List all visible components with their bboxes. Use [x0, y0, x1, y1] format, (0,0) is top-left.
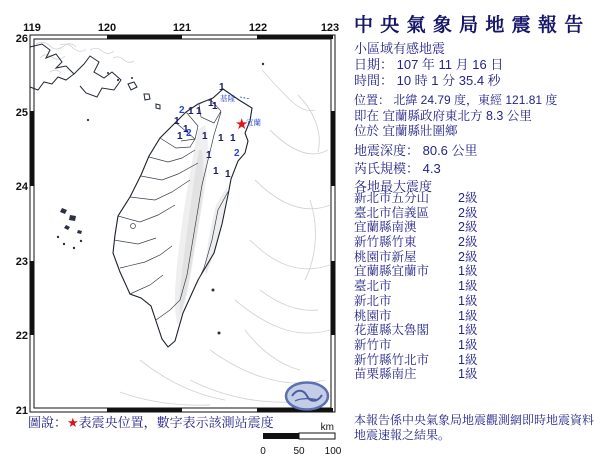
scale-label: 0 [260, 446, 266, 457]
station-intensity: 1級 [458, 308, 478, 323]
station-name: 新竹縣竹北市 [354, 352, 430, 367]
station-row [354, 323, 554, 338]
report-time: 時間： 10 時 1 分 35.4 秒 [354, 73, 501, 88]
intensity-digit: 2 [186, 128, 192, 139]
station-name: 臺北市 [354, 279, 392, 294]
lat-tick: 24 [15, 181, 28, 193]
report-depth: 地震深度： 80.6 公里 [354, 143, 478, 158]
station-name: 新竹縣竹東 [354, 235, 417, 250]
report-footer: 本報告係中央氣象局地震觀測網即時地震資料地震速報之結果。 [354, 413, 595, 442]
station-name: 桃園市新屋 [354, 249, 417, 264]
station-row [354, 353, 554, 368]
station-name: 桃園市 [354, 308, 392, 323]
intensity-digit: 1 [206, 150, 212, 161]
lon-tick: 120 [97, 22, 117, 34]
lon-tick: 121 [172, 22, 192, 34]
intensity-digit: 1 [202, 131, 208, 142]
station-intensity: 1級 [458, 337, 478, 352]
station-name: 新北市五分山 [354, 191, 430, 205]
china-coastline [30, 44, 160, 109]
station-row [354, 220, 554, 235]
report-date: 日期： 107 年 11 月 16 日 [354, 57, 504, 72]
station-row [354, 250, 554, 265]
station-row [354, 191, 554, 206]
lat-tick: 21 [15, 405, 28, 417]
station-intensity: 1級 [458, 264, 478, 279]
lon-tick: 119 [23, 22, 41, 34]
intensity-digit: 2 [234, 148, 240, 159]
scale-unit: km [320, 422, 334, 433]
intensity-digit: 2 [179, 105, 185, 116]
report-subtitle: 小區域有感地震 [354, 41, 446, 56]
station-name: 宜蘭縣南澳 [354, 220, 417, 235]
station-name: 新北市 [354, 293, 392, 308]
intensity-digit: 1 [196, 106, 202, 117]
penghu-islands [57, 208, 82, 249]
map-legend [28, 412, 274, 431]
intensity-digit: 1 [188, 106, 194, 117]
station-intensity: 1級 [458, 323, 478, 338]
station-intensity: 1級 [458, 279, 478, 294]
station-intensity: 2級 [458, 191, 478, 205]
station-row [354, 235, 554, 250]
station-intensity: 2級 [458, 249, 478, 264]
station-intensity: 1級 [458, 352, 478, 367]
station-name: 新竹市 [354, 337, 392, 352]
intensity-digit: 1 [174, 116, 180, 127]
report-title: 中 央 氣 象 局 地 震 報 告 [354, 15, 585, 36]
intensity-list-header: 各地最大震度 [354, 179, 433, 194]
station-name: 花蓮縣太魯閣 [354, 323, 430, 338]
place-label: 宜蘭 [246, 118, 261, 127]
station-row [354, 279, 554, 294]
lat-tick: 22 [15, 330, 28, 342]
station-row [354, 367, 554, 382]
lat-tick: 23 [15, 256, 28, 268]
lat-tick-labels [16, 33, 29, 417]
report-location: 位置： 北緯 24.79 度，東經 121.81 度 [354, 93, 558, 107]
intensity-digit: 1 [212, 101, 218, 112]
intensity-digit: 1 [225, 169, 231, 180]
intensity-digit: 1 [177, 131, 183, 142]
cwb-logo-icon [286, 383, 328, 410]
station-name: 苗栗縣南庄 [354, 367, 417, 382]
scale-label: 50 [293, 446, 305, 457]
intensity-digit: 1 [208, 98, 214, 109]
station-row [354, 309, 554, 324]
station-intensity: 2級 [458, 205, 478, 220]
epicenter-star-icon: ★ [235, 116, 249, 133]
intensity-digit: 1 [219, 82, 225, 93]
station-list [354, 191, 554, 382]
intensity-digit: 1 [230, 133, 236, 144]
station-intensity: 2級 [458, 220, 478, 235]
station-name: 臺北市信義區 [354, 205, 430, 220]
station-intensity: 1級 [458, 293, 478, 308]
station-row [354, 294, 554, 309]
intensity-digit: 1 [218, 133, 224, 144]
station-intensity: 1級 [458, 367, 478, 382]
china-terrain-texture [36, 42, 134, 73]
intensity-digit: 1 [183, 124, 189, 135]
lon-tick: 123 [320, 22, 340, 34]
station-intensity: 2級 [458, 235, 478, 250]
report-relative-location: 即在 宜蘭縣政府東北方 8.3 公里 [354, 109, 532, 123]
station-name: 宜蘭縣宜蘭市 [354, 264, 430, 279]
lon-tick-labels [23, 22, 339, 34]
station-row [354, 264, 554, 279]
intensity-digit: 1 [213, 166, 219, 177]
station-row [354, 206, 554, 221]
lat-tick: 25 [15, 107, 28, 119]
place-label: 基隆 [220, 94, 235, 103]
lon-tick: 122 [248, 22, 268, 34]
legend-star-icon: ★ [67, 415, 79, 430]
scale-label: 100 [324, 446, 342, 457]
legend-prefix: 圖說： [28, 415, 68, 430]
report-magnitude: 芮氏規模： 4.3 [354, 161, 441, 176]
label-leader-line [240, 97, 250, 99]
station-row [354, 338, 554, 353]
legend-text: 表震央位置，數字表示該測站震度 [78, 415, 274, 430]
report-township: 位於 宜蘭縣壯圍鄉 [354, 124, 458, 138]
lat-tick: 26 [15, 33, 28, 45]
